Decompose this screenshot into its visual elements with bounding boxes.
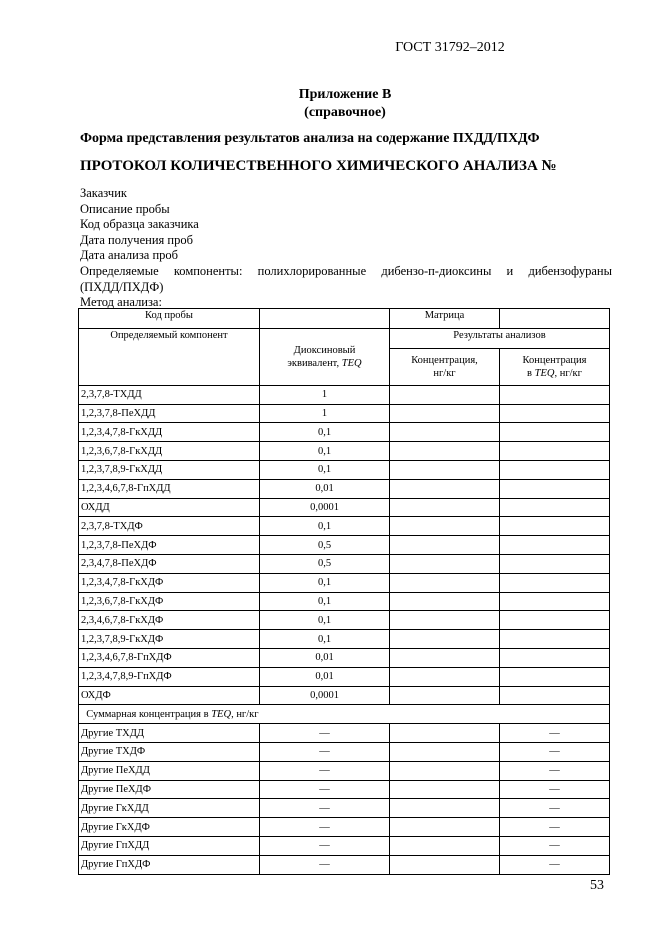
teq-value: — [260,799,390,818]
component-header: Определяемый компонент [79,329,260,386]
component-name: Другие ГпХДФ [79,855,260,874]
teq-value: — [260,724,390,743]
component-name: 1,2,3,6,7,8-ГкХДД [79,442,260,461]
teq-value: — [260,743,390,762]
matrix-value[interactable] [500,309,610,329]
concentration-teq-cell[interactable] [500,479,610,498]
concentration-teq-cell: — [500,780,610,799]
teq-value: 0,01 [260,649,390,668]
concentration-teq-cell[interactable] [500,667,610,686]
component-name: Другие ПеХДФ [79,780,260,799]
protocol-title: ПРОТОКОЛ КОЛИЧЕСТВЕННОГО ХИМИЧЕСКОГО АНАЛИЗА № [80,158,557,174]
component-name: Другие ТХДД [79,724,260,743]
concentration-teq-cell[interactable] [500,611,610,630]
concentration-teq-cell[interactable] [500,498,610,517]
table-row [79,442,610,461]
component-name: Другие ТХДФ [79,743,260,762]
concentration-cell[interactable] [390,649,500,668]
concentration-teq-cell: — [500,799,610,818]
concentration-cell[interactable] [390,442,500,461]
teq-value: — [260,855,390,874]
concentration-teq-cell[interactable] [500,592,610,611]
teq-header: Диоксиновый эквивалент, TEQ [260,329,390,386]
teq-value: 0,1 [260,573,390,592]
sample-code-value[interactable] [260,309,390,329]
concentration-cell[interactable] [390,573,500,592]
teq-value: 0,5 [260,536,390,555]
concentration-cell[interactable] [390,686,500,705]
field-receipt-date: Дата получения проб [80,232,193,247]
concentration-teq-cell: — [500,761,610,780]
concentration-cell[interactable] [390,404,500,423]
table-row-total [79,705,610,724]
concentration-cell[interactable] [390,592,500,611]
concentration-teq-cell[interactable] [500,649,610,668]
sample-code-label: Код пробы [79,309,260,329]
concentration-teq-cell[interactable] [500,555,610,574]
component-name: 1,2,3,7,8-ПеХДФ [79,536,260,555]
table-row [79,630,610,649]
concentration-cell[interactable] [390,536,500,555]
teq-value: 1 [260,385,390,404]
concentration-cell[interactable] [390,818,500,837]
table-row [79,686,610,705]
teq-value: 0,1 [260,461,390,480]
teq-value: 0,0001 [260,498,390,517]
component-name: 1,2,3,4,6,7,8-ГпХДД [79,479,260,498]
standard-number: ГОСТ 31792–2012 [395,40,505,55]
teq-value: 1 [260,404,390,423]
concentration-teq-cell: — [500,724,610,743]
component-name: 1,2,3,7,8,9-ГкХДД [79,461,260,480]
table-row [79,555,610,574]
field-components-line2: (ПХДД/ПХДФ) [80,279,164,294]
teq-value: 0,0001 [260,686,390,705]
component-name: ОХДФ [79,686,260,705]
table-header-row-1 [79,329,610,349]
concentration-teq-cell: — [500,743,610,762]
teq-value: — [260,761,390,780]
concentration-teq-cell[interactable] [500,423,610,442]
table-row [79,385,610,404]
concentration-cell[interactable] [390,724,500,743]
table-row [79,404,610,423]
component-name: Другие ГкХДД [79,799,260,818]
component-name: 1,2,3,4,7,8-ГкХДД [79,423,260,442]
total-label: Суммарная концентрация в TEQ, нг/кг [79,705,610,724]
field-analysis-date: Дата анализа проб [80,248,179,263]
component-name: 1,2,3,4,7,8-ГкХДФ [79,573,260,592]
table-row [79,855,610,874]
component-name: Другие ГкХДФ [79,818,260,837]
component-name: 2,3,7,8-ТХДД [79,385,260,404]
table-row [79,592,610,611]
concentration-teq-cell: — [500,837,610,856]
concentration-cell[interactable] [390,837,500,856]
teq-value: 0,1 [260,517,390,536]
concentration-teq-cell[interactable] [500,536,610,555]
table-row [79,799,610,818]
concentration-teq-cell[interactable] [500,461,610,480]
concentration-teq-cell[interactable] [500,385,610,404]
table-row [79,611,610,630]
table-row [79,573,610,592]
page-number: 53 [590,878,604,893]
table-row [79,818,610,837]
table-row [79,461,610,480]
teq-value: 0,5 [260,555,390,574]
concentration-teq-cell[interactable] [500,442,610,461]
matrix-label: Матрица [390,309,500,329]
conc-teq-header: Концентрация в TEQ, нг/кг [500,349,610,385]
table-row [79,498,610,517]
field-sample-description: Описание пробы [80,201,170,216]
table-row [79,743,610,762]
concentration-cell[interactable] [390,743,500,762]
concentration-cell[interactable] [390,667,500,686]
teq-value: — [260,818,390,837]
table-row [79,479,610,498]
teq-value: 0,1 [260,611,390,630]
teq-value: 0,1 [260,630,390,649]
component-name: Другие ПеХДД [79,761,260,780]
concentration-cell[interactable] [390,461,500,480]
concentration-cell[interactable] [390,780,500,799]
component-name: 2,3,4,6,7,8-ГкХДФ [79,611,260,630]
concentration-teq-cell[interactable] [500,630,610,649]
table-row [79,649,610,668]
appendix-subtitle: (справочное) [304,105,386,120]
component-name: Другие ГпХДД [79,837,260,856]
concentration-cell[interactable] [390,479,500,498]
table-row [79,667,610,686]
teq-value: 0,01 [260,479,390,498]
form-title: Форма представления результатов анализа на содержание ПХДД/ПХДФ [80,131,540,146]
concentration-cell[interactable] [390,423,500,442]
table-row [79,761,610,780]
concentration-cell[interactable] [390,761,500,780]
concentration-cell[interactable] [390,498,500,517]
table-row [79,837,610,856]
component-name: 2,3,4,7,8-ПеХДФ [79,555,260,574]
concentration-teq-cell: — [500,818,610,837]
teq-value: — [260,837,390,856]
conc-header: Концентрация, нг/кг [390,349,500,385]
field-method: Метод анализа: [80,295,162,310]
teq-value: 0,1 [260,592,390,611]
appendix-title: Приложение В [298,87,392,102]
teq-value: 0,1 [260,442,390,461]
component-name: 1,2,3,4,6,7,8-ГпХДФ [79,649,260,668]
results-header: Результаты анализов [390,329,610,349]
field-components-line1: Определяемые компоненты: полихлорированные дибензо-п-диоксины и дибензофураны [80,263,612,278]
component-name: 1,2,3,7,8,9-ГкХДФ [79,630,260,649]
component-name: 1,2,3,6,7,8-ГкХДФ [79,592,260,611]
concentration-teq-cell[interactable] [500,686,610,705]
concentration-cell[interactable] [390,611,500,630]
field-customer-sample-code: Код образца заказчика [80,217,199,232]
table-row [79,517,610,536]
table-row [79,724,610,743]
teq-value: 0,01 [260,667,390,686]
concentration-cell[interactable] [390,855,500,874]
component-name: ОХДД [79,498,260,517]
concentration-cell[interactable] [390,517,500,536]
concentration-cell[interactable] [390,799,500,818]
teq-value: — [260,780,390,799]
table-row-sample-code [79,309,610,329]
concentration-cell[interactable] [390,385,500,404]
component-name: 2,3,7,8-ТХДФ [79,517,260,536]
table-row [79,423,610,442]
field-customer: Заказчик [80,186,127,200]
concentration-teq-cell[interactable] [500,573,610,592]
component-name: 1,2,3,4,7,8,9-ГпХДФ [79,667,260,686]
concentration-teq-cell: — [500,855,610,874]
results-table [78,308,610,875]
concentration-cell[interactable] [390,555,500,574]
concentration-cell[interactable] [390,630,500,649]
concentration-teq-cell[interactable] [500,404,610,423]
teq-value: 0,1 [260,423,390,442]
appendix-heading [200,86,490,122]
concentration-teq-cell[interactable] [500,517,610,536]
protocol-fields [80,186,612,311]
component-name: 1,2,3,7,8-ПеХДД [79,404,260,423]
table-row [79,780,610,799]
table-row [79,536,610,555]
